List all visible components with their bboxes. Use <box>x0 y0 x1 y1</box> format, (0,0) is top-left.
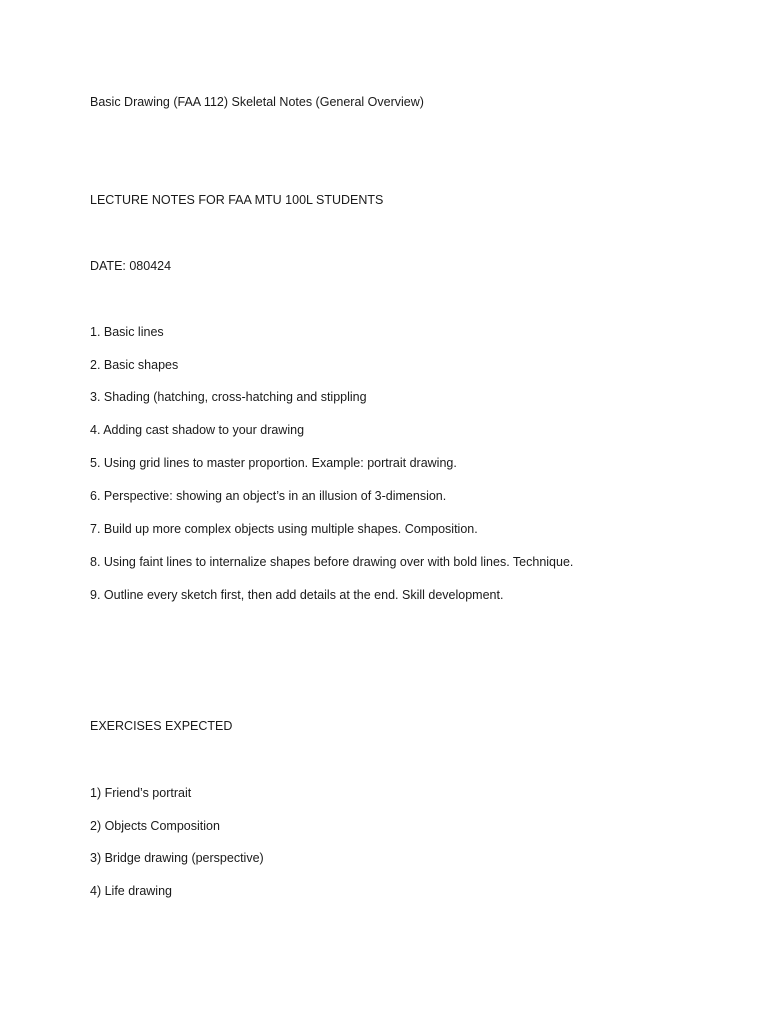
topic-item: 5. Using grid lines to master proportion. Example: portrait drawing. <box>90 456 457 470</box>
topic-item: 1. Basic lines <box>90 325 164 339</box>
exercise-item: 1) Friend’s portrait <box>90 786 192 800</box>
topic-item: 4. Adding cast shadow to your drawing <box>90 423 305 437</box>
exercise-item: 3) Bridge drawing (perspective) <box>90 851 264 865</box>
topic-item: 6. Perspective: showing an object’s in an illusion of 3-dimension. <box>90 489 447 503</box>
exercise-item: 2) Objects Composition <box>90 819 220 833</box>
exercise-item: 4) Life drawing <box>90 884 172 898</box>
topic-item: 8. Using faint lines to internalize shapes before drawing over with bold lines. Technique. <box>90 555 574 569</box>
topic-item: 3. Shading (hatching, cross-hatching and stippling <box>90 390 367 404</box>
exercises-heading: EXERCISES EXPECTED <box>90 719 233 733</box>
topic-item: 7. Build up more complex objects using multiple shapes. Composition. <box>90 522 478 536</box>
document-date: DATE: 080424 <box>90 259 172 273</box>
document-title: Basic Drawing (FAA 112) Skeletal Notes (General Overview) <box>90 95 424 109</box>
document-subtitle: LECTURE NOTES FOR FAA MTU 100L STUDENTS <box>90 193 384 207</box>
topic-item: 2. Basic shapes <box>90 358 179 372</box>
topic-item: 9. Outline every sketch first, then add details at the end. Skill development. <box>90 588 504 602</box>
